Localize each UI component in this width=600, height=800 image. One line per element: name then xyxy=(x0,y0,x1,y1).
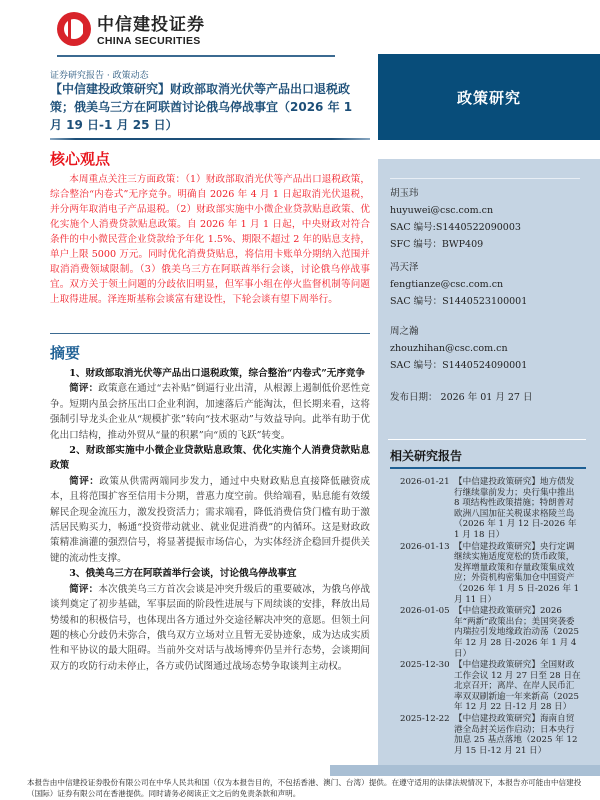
related-link[interactable]: 【中信建投政策研究】海南自贸港全岛封关运作启动；日本央行加息 25 基点落地（2025 年 12 月 15 日-12 月 21 日） xyxy=(454,714,578,756)
side-panel xyxy=(378,159,600,765)
author-name: 冯天泽 xyxy=(390,262,419,273)
comment-text: 本次俄美乌三方首次会谈是冲突升级后的重要破冰，为俄乌停战谈判奠定了初步基础，军事层面的阶段性进展与下周续谈的安排，释放出局势缓和的积极信号，也体现出各方通过外交途径解决冲突的意愿。但领土问题的核心分歧仍未弥合，俄乌双方立场对立且暂无妥协迹象，成为达成实质性和平协议的最大阻碍。当前外交对话与战场博弈仍呈并行态势，会谈期间双方的攻防行动未停止，各方或仍试图通过战场态势争取谈判主动权。 xyxy=(50,583,371,672)
author-sfc: SFC 编号：BWP409 xyxy=(390,239,484,250)
related-date: 2026-01-05 xyxy=(400,606,450,617)
related-underline xyxy=(390,467,586,469)
summary-item-comment xyxy=(50,381,370,443)
author-email[interactable]: fengtianze@csc.com.cn xyxy=(390,279,504,290)
related-link[interactable]: 【中信建投政策研究】央行定调继续实施适度宽松的货币政策，发挥增量政策和存量政策集成效应；外资机构密集加仓中国资产（2026 年 1 月 5 日-2026 年 1 月 11 日） xyxy=(454,541,580,605)
summary-item-comment xyxy=(50,582,370,674)
author-sac: SAC 编号:S1440522090003 xyxy=(390,222,521,233)
summary-heading: 摘要 xyxy=(50,344,81,362)
related-date: 2025-12-22 xyxy=(400,714,450,725)
summary-divider xyxy=(50,333,370,334)
related-date: 2025-12-30 xyxy=(400,660,450,671)
related-link[interactable]: 【中信建投政策研究】地方债发行继续靠前发力；央行集中推出 8 项结构性政策措施；特朗普对欧洲八国加征关税谋求格陵兰岛（2026 年 1 月 12 日-2026 年 1 月 18 日） xyxy=(454,477,577,540)
comment-text: 政策从供需两端同步发力，通过中央财政贴息直接降低融资成本，且将范围扩容至信用卡分期，普惠力度空前。供给端看，贴息能有效缓解民企现金流压力，激发投资活力；需求端看，降低消费信贷门槛有助于激活居民购买力，畅通“投资带动就业、就业促进消费”的内循环。这是财政政策精准滴灌的强烈信号，将显著提振市场信心，为实体经济企稳回升提供关键的流动性支撑。 xyxy=(50,475,371,564)
disclaimer: 本报告由中信建投证券股份有限公司在中华人民共和国（仅为本报告目的，不包括香港、澳门、台湾）提供。在遵守适用的法律法规情况下，本报告亦可能由中信建投（国际）证券有限公司在香港提供。同时请务必阅读正文之后的免责条款和声明。 xyxy=(27,778,582,798)
related-item[interactable] xyxy=(400,542,590,606)
section-badge: 政策研究 xyxy=(378,54,600,140)
author-block xyxy=(390,323,527,374)
logo-en: CHINA SECURITIES xyxy=(97,35,201,47)
author-name: 周之瀚 xyxy=(390,326,419,337)
author-block xyxy=(390,185,521,253)
report-title: 【中信建投政策研究】财政部取消光伏等产品出口退税政策；俄美乌三方在阿联酋讨论俄乌停战事宜（2026 年 1 月 19 日-1 月 25 日） xyxy=(50,82,353,132)
title-divider xyxy=(50,138,370,140)
header-divider xyxy=(57,55,335,57)
related-list xyxy=(400,477,590,757)
summary-item-comment xyxy=(50,474,370,566)
related-divider xyxy=(388,439,586,440)
panel-divider xyxy=(390,178,580,179)
summary-item-title: 2、财政部实施中小微企业贷款贴息政策、优化实施个人消费贷款贴息政策 xyxy=(50,445,370,472)
related-heading: 相关研究报告 xyxy=(390,449,463,463)
related-date: 2026-01-13 xyxy=(400,541,450,552)
related-link[interactable]: 【中信建投政策研究】2026 年“两新”政策出台；美国突袭委内瑞拉引发地缘政治动荡（2025 年 12 月 28 日-2026 年 1 月 4 日） xyxy=(454,606,579,659)
core-heading: 核心观点 xyxy=(50,150,111,168)
author-name: 胡玉玮 xyxy=(390,188,419,199)
footer-bar xyxy=(330,765,600,776)
related-date: 2026-01-21 xyxy=(400,477,450,487)
report-category: 证券研究报告 · 政策动态 xyxy=(50,71,149,81)
author-sac: SAC 编号：S1440523100001 xyxy=(390,296,528,307)
related-item[interactable] xyxy=(400,606,590,659)
comment-label: 简评： xyxy=(69,583,99,595)
related-item[interactable] xyxy=(400,660,590,713)
related-item[interactable] xyxy=(400,477,590,541)
author-email[interactable]: huyuwei@csc.com.cn xyxy=(390,205,494,216)
author-sac: SAC 编号：S1440524090001 xyxy=(390,360,528,371)
summary-item-title: 1、财政部取消光伏等产品出口退税政策，综合整治“内卷式”无序竞争 xyxy=(69,368,366,379)
logo-icon xyxy=(57,12,91,46)
summary-body xyxy=(50,366,370,674)
related-link[interactable]: 【中信建投政策研究】全国财政工作会议 12 月 27 日至 28 日在北京召开；离岸、在岸人民币汇率双双刷新逾一年来新高（2025 年 12 月 22 日-12 月 28 日） xyxy=(454,660,581,713)
comment-text: 政策意在通过“去补贴”倒逼行业出清，从根源上遏制低价恶性竞争。短期内虽会挤压出口企业利润，加速落后产能淘汰，但长期来看，这将强制引导龙头企业从“规模扩张”转向“技术驱动”与效益导向。此举有助于优化出口结构，推动外贸从“量的积累”向“质的飞跃”转变。 xyxy=(50,383,370,441)
company-logo xyxy=(57,10,205,47)
author-email[interactable]: zhouzhihan@csc.com.cn xyxy=(390,343,508,354)
summary-item-title: 3、俄美乌三方在阿联酋举行会谈，讨论俄乌停战事宜 xyxy=(69,568,297,580)
publish-date: 发布日期： 2026 年 01 月 27 日 xyxy=(390,392,533,403)
related-item[interactable] xyxy=(400,714,590,756)
core-text: 本周重点关注三方面政策：（1）财政部取消光伏等产品出口退税政策，综合整治“内卷式”无序竞争。明确自 2026 年 4 月 1 日起取消光伏退税，并分两年取消电子产品退税。（2）财政部实施中小微企业贷款贴息政策、优化实施个人消费贷款贴息政策。自 2026 年 1 月 1 日起，中央财政对符合条件的中小微民营企业贷款给予年化 1.5%、期限不超过 2 年的贴息支持，单户上限 5000 万元。同时优化消费贷贴息，将信用卡账单分期纳入范围并取消消费领域限制。（3）俄美乌三方在阿联酋举行会谈，讨论俄乌停战事宜。双方关于领土问题的分歧依旧明显，但军事小组在停火监督机制等问题上取得进展。泽连斯基称会谈富有建设性，下轮会谈有望下周举行。 xyxy=(50,174,370,305)
logo-cn: 中信建投证券 xyxy=(97,15,205,35)
comment-label: 简评： xyxy=(69,475,100,487)
comment-label: 简评： xyxy=(69,383,99,395)
author-block xyxy=(390,259,527,310)
